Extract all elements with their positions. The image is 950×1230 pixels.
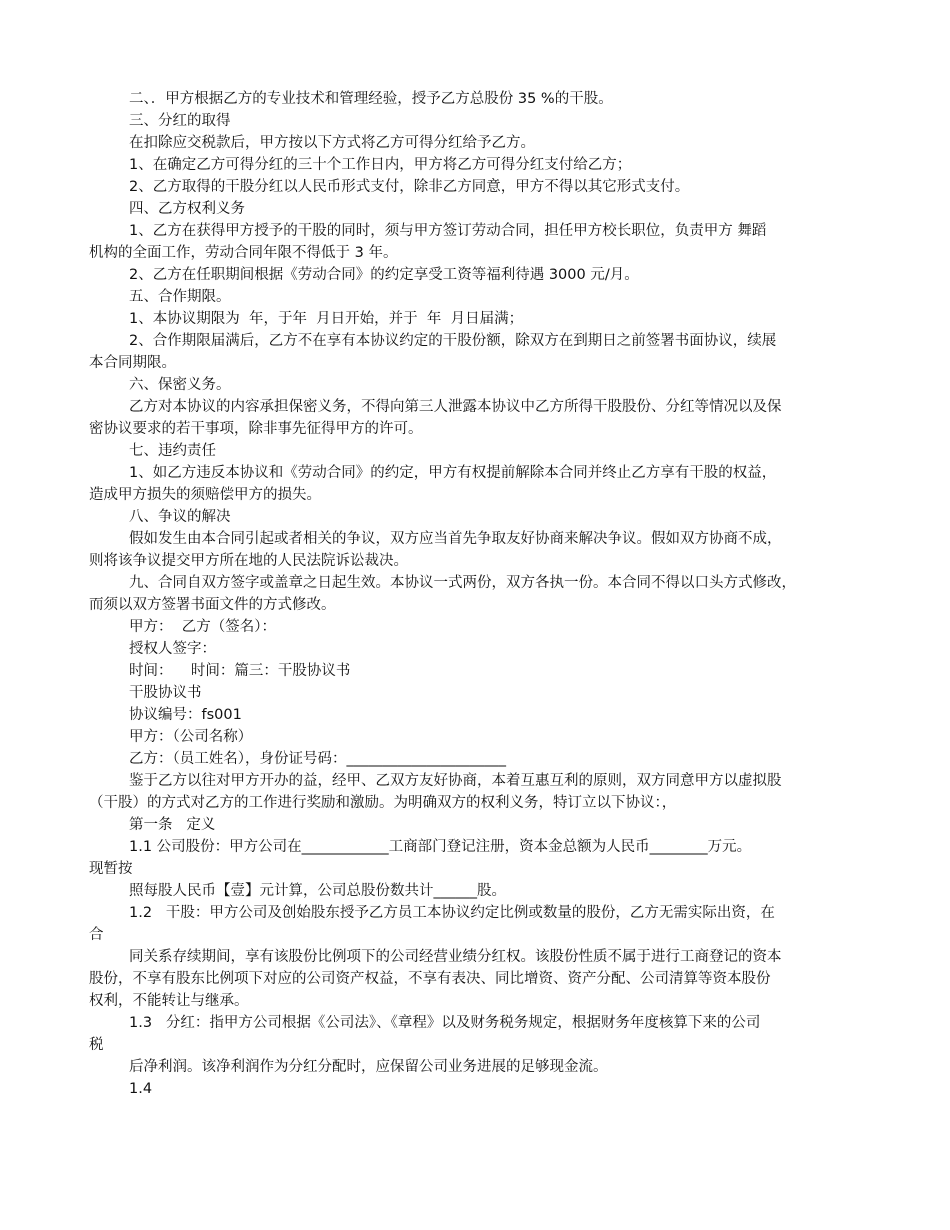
confidentiality-text-cont: 密协议要求的若干事项，除非事先征得甲方的许可。	[89, 421, 423, 437]
authorized-signature: 授权人签字：	[129, 641, 216, 657]
signature-dates: 时间： 时间：篇三：干股协议书	[129, 663, 351, 679]
clause-9-effect-cont: 而须以双方签署书面文件的方式修改。	[89, 597, 336, 613]
term-item-2-cont: 本合同期限。	[89, 355, 176, 371]
preamble: 鉴于乙方以往对甲方开办的益，经甲、乙双方友好协商，本着互惠互利的原则，双方同意甲方以虚拟股	[129, 773, 782, 789]
rights-item-2: 2、乙方在任职期间根据《劳动合同》的约定享受工资等福利待遇 3000 元/月。	[129, 267, 639, 283]
definition-1-1-wrap: 现暂按	[89, 861, 133, 877]
definition-1-3: 1.3 分红：指甲方公司根据《公司法》、《章程》以及财务税务规定，根据财务年度核算下来的公司	[129, 1015, 761, 1031]
definition-1-2: 1.2 干股：甲方公司及创始股东授予乙方员工本协议约定比例或数量的股份，乙方无需实际出资，在	[129, 905, 775, 921]
party-a: 甲方：（公司名称）	[129, 729, 253, 745]
definition-1-1: 1.1 公司股份：甲方公司在____________工商部门登记注册，资本金总额为人民币________万元。	[129, 839, 752, 855]
disputes-text-cont: 则将该争议提交甲方所在地的人民法院诉讼裁决。	[89, 553, 408, 569]
heading-8-disputes: 八、争议的解决	[129, 509, 231, 525]
party-b: 乙方：（员工姓名），身份证号码：______________________	[129, 751, 506, 767]
dividend-intro: 在扣除应交税款后，甲方按以下方式将乙方可得分红给予乙方。	[129, 135, 535, 151]
heading-6-confidentiality: 六、保密义务。	[129, 377, 231, 393]
definition-1-4: 1.4	[129, 1081, 153, 1097]
dividend-item-2: 2、乙方取得的干股分红以人民币形式支付，除非乙方同意，甲方不得以其它形式支付。	[129, 179, 690, 195]
definition-1-2-cont-2: 股份，不享有股东比例项下对应的公司资产权益，不享有表决、同比增资、资产分配、公司清算等资本股份	[89, 971, 771, 987]
rights-item-1: 1、乙方在获得甲方授予的干股的同时，须与甲方签订劳动合同，担任甲方校长职位，负责甲方 舞蹈	[129, 223, 767, 239]
heading-5-term: 五、合作期限。	[129, 289, 231, 305]
definition-1-3-wrap: 税	[89, 1037, 104, 1053]
clause-9-effect: 九、合同自双方签字或盖章之日起生效。本协议一式两份，双方各执一份。本合同不得以口头方式修改，	[129, 575, 796, 591]
agreement-title: 干股协议书	[129, 685, 202, 701]
term-item-1: 1、本协议期限为 年，于年 月日开始，并于 年 月日届满；	[129, 311, 524, 327]
heading-4-rights: 四、乙方权利义务	[129, 201, 245, 217]
preamble-cont: （干股）的方式对乙方的工作进行奖励和激励。为明确双方的权利义务，特订立以下协议：，	[89, 795, 677, 811]
definition-1-3-cont: 后净利润。该净利润作为分红分配时，应保留公司业务进展的足够现金流。	[129, 1059, 608, 1075]
confidentiality-text: 乙方对本协议的内容承担保密义务，不得向第三人泄露本协议中乙方所得干股股份、分红等情况以及保	[129, 399, 782, 415]
definition-1-2-cont-1: 同关系存续期间，享有该股份比例项下的公司经营业绩分红权。该股份性质不属于进行工商登记的资本	[129, 949, 782, 965]
disputes-text: 假如发生由本合同引起或者相关的争议，双方应当首先争取友好协商来解决争议。假如双方协商不成，	[129, 531, 782, 547]
dividend-item-1: 1、在确定乙方可得分红的三十个工作日内，甲方将乙方可得分红支付给乙方；	[129, 157, 632, 173]
definition-1-2-wrap: 合	[89, 927, 104, 943]
clause-2-grant: 二、．甲方根据乙方的专业技术和管理经验，授予乙方总股份 35 %的干股。	[129, 91, 613, 107]
agreement-number: 协议编号：fs001	[129, 707, 242, 723]
signature-parties: 甲方： 乙方（签名）：	[129, 619, 276, 635]
heading-3-dividends: 三、分红的取得	[129, 113, 231, 129]
term-item-2: 2、合作期限届满后，乙方不在享有本协议约定的干股份额，除双方在到期日之前签署书面协议，续展	[129, 333, 777, 349]
definition-1-2-cont-3: 权利，不能转让与继承。	[89, 993, 249, 1009]
heading-7-breach: 七、违约责任	[129, 443, 216, 459]
rights-item-1-cont: 机构的全面工作，劳动合同年限不得低于 3 年。	[89, 245, 398, 261]
breach-item-1-cont: 造成甲方损失的须赔偿甲方的损失。	[89, 487, 321, 503]
breach-item-1: 1、如乙方违反本协议和《劳动合同》的约定，甲方有权提前解除本合同并终止乙方享有干股的权益，	[129, 465, 777, 481]
article-1-heading: 第一条 定义	[129, 817, 216, 833]
definition-1-1-cont: 照每股人民币【壹】元计算，公司总股份数共计______股。	[129, 883, 506, 899]
